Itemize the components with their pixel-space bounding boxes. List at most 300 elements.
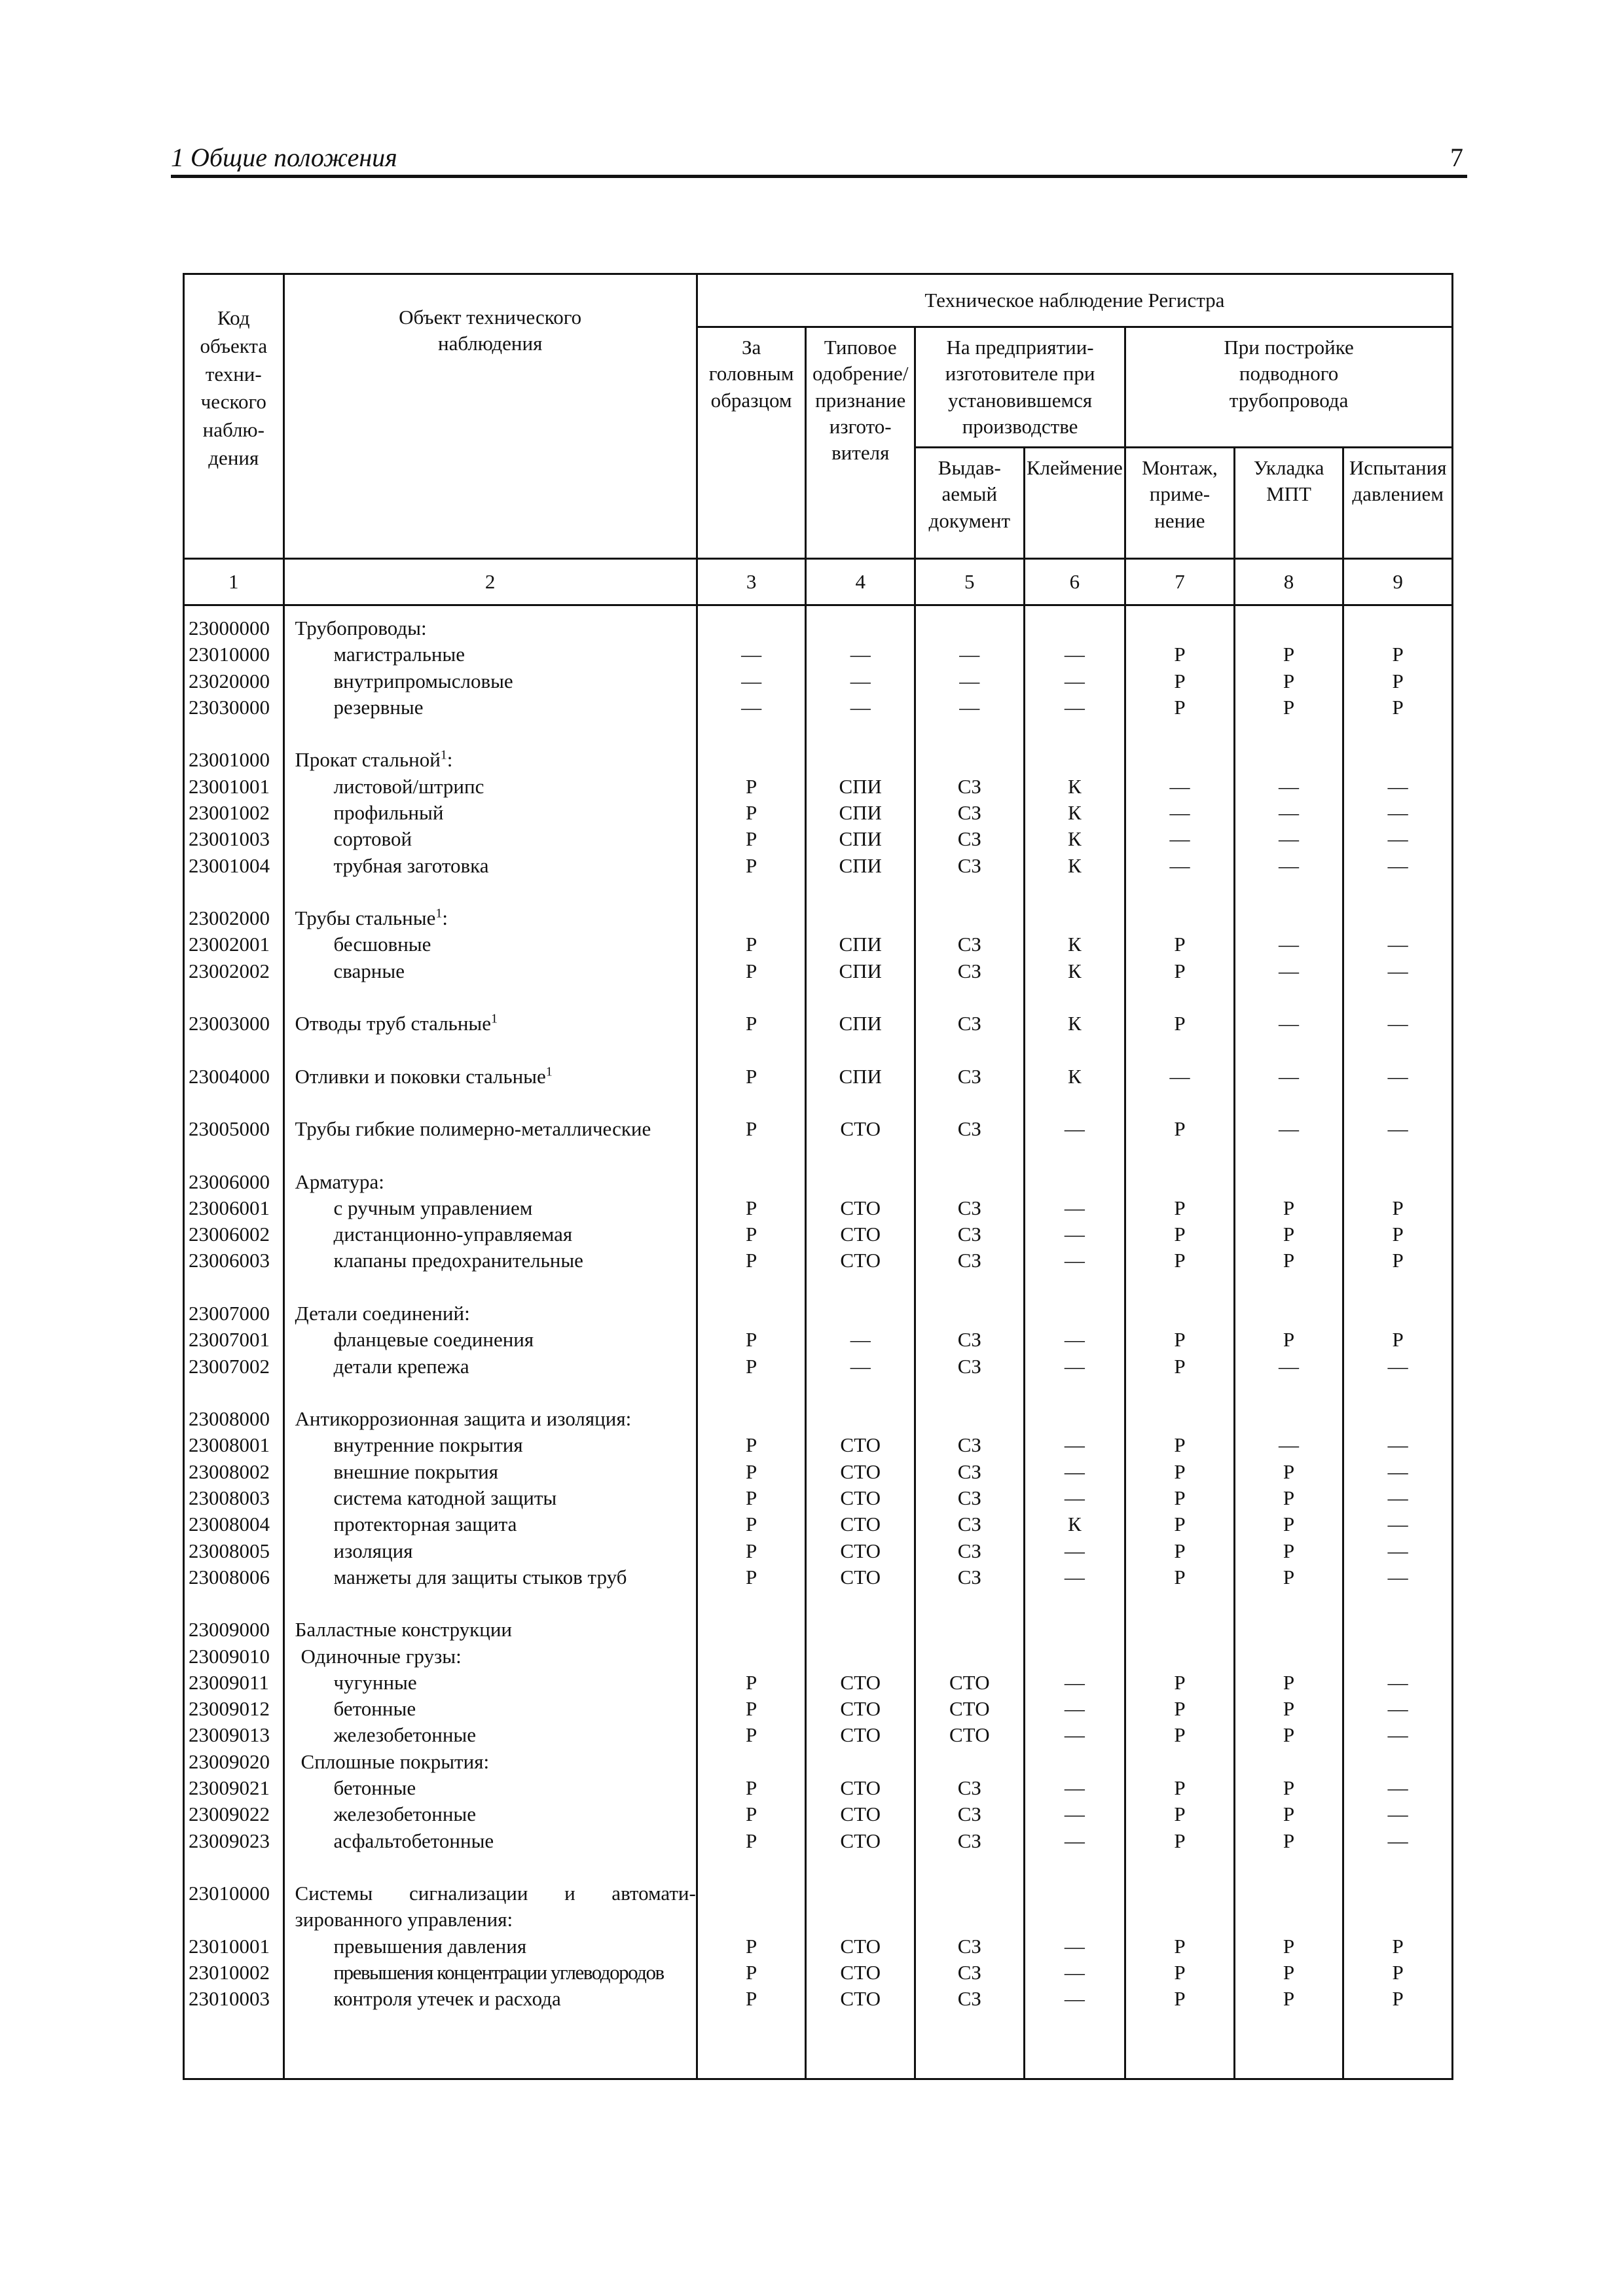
- column-number: 3: [697, 559, 806, 605]
- row-name-text: магистральные: [333, 643, 465, 666]
- cell-col8: [1234, 721, 1343, 747]
- cell-col4: [806, 1300, 915, 1327]
- cell-col3: [697, 1643, 806, 1670]
- header-col9: [1343, 448, 1453, 559]
- row-name: [283, 694, 697, 721]
- row-name: [283, 1538, 697, 1564]
- header-col3-line: головным: [708, 362, 794, 386]
- cell-col5: [915, 1090, 1025, 1116]
- cell-col3: [697, 1590, 806, 1617]
- cell-col8: [1234, 1854, 1343, 1880]
- row-name: [283, 958, 697, 984]
- header-col5-line: Выдав-: [938, 456, 1001, 479]
- row-name-text: контроля утечек и расхода: [333, 1987, 561, 2011]
- row-name-text: внутренние покрытия: [333, 1433, 523, 1457]
- cell-col8: Р: [1234, 668, 1343, 694]
- column-numbers-row: [184, 559, 1453, 605]
- cell-col4: СТО: [806, 1195, 915, 1221]
- spacer-row: [184, 1590, 1453, 1617]
- cell-col4: СТО: [806, 1511, 915, 1537]
- cell-col4: СТО: [806, 1986, 915, 2012]
- cell-col7: Р: [1125, 1247, 1235, 1274]
- cell-col6: [1024, 605, 1125, 642]
- row-code: 23000000: [184, 605, 284, 642]
- header-col4-line: изгото-: [829, 414, 892, 438]
- spacer-row: [184, 1380, 1453, 1406]
- row-code: 23001003: [184, 826, 284, 852]
- cell-col9: [1343, 1090, 1453, 1116]
- table-row: [184, 1880, 1453, 1907]
- cell-col3: [697, 1380, 806, 1406]
- header-col6: Клеймение: [1024, 448, 1125, 559]
- table-row: [184, 1354, 1453, 1380]
- row-name-text: Отводы труб стальные: [295, 1012, 491, 1035]
- cell-col4: [806, 984, 915, 1011]
- cell-col4: [806, 1880, 915, 1907]
- cell-col5: [915, 1907, 1025, 1933]
- cell-col6: [1024, 1406, 1125, 1432]
- cell-col6: —: [1024, 1801, 1125, 1827]
- cell-col5: —: [915, 641, 1025, 668]
- cell-col5: [915, 1300, 1025, 1327]
- header-col3: [697, 327, 806, 559]
- table-row: [184, 1247, 1453, 1274]
- cell-col5: [915, 905, 1025, 931]
- cell-col9: Р: [1343, 1933, 1453, 1960]
- cell-col6: —: [1024, 1221, 1125, 1247]
- cell-col3: Р: [697, 1116, 806, 1142]
- header-manufacturer-group-line: На предприятии-: [946, 336, 1094, 359]
- cell-col7: [1125, 1090, 1235, 1116]
- row-name: [283, 1670, 697, 1696]
- cell-col4: СТО: [806, 1116, 915, 1142]
- cell-col5: [915, 1037, 1025, 1063]
- cell-col6: К: [1024, 853, 1125, 879]
- cell-col6: [1024, 1880, 1125, 1907]
- cell-col8: Р: [1234, 1670, 1343, 1696]
- cell-col5: СЗ: [915, 1327, 1025, 1353]
- cell-col3: Р: [697, 1327, 806, 1353]
- row-code: 23007000: [184, 1300, 284, 1327]
- cell-col6: [1024, 747, 1125, 773]
- table-row: [184, 1406, 1453, 1432]
- filler-cell: [915, 2013, 1025, 2079]
- cell-col5: [915, 1643, 1025, 1670]
- cell-col8: [1234, 1274, 1343, 1300]
- cell-col3: [697, 1880, 806, 1907]
- cell-col5: [915, 721, 1025, 747]
- cell-col5: СЗ: [915, 1221, 1025, 1247]
- cell-col8: —: [1234, 931, 1343, 958]
- cell-col4: [806, 1907, 915, 1933]
- filler-cell: [283, 2013, 697, 2079]
- header-construction-group-line: подводного: [1239, 362, 1339, 386]
- cell-col9: [1343, 1380, 1453, 1406]
- cell-col3: —: [697, 641, 806, 668]
- cell-col6: [1024, 1169, 1125, 1195]
- cell-col9: —: [1343, 1722, 1453, 1748]
- row-name-text: Детали соединений:: [295, 1301, 470, 1325]
- row-name-text: Трубы гибкие полимерно-металлические: [295, 1117, 651, 1141]
- filler-cell: [697, 2013, 806, 2079]
- table-row: [184, 1617, 1453, 1643]
- row-name: [283, 1617, 697, 1643]
- row-name: [283, 1696, 697, 1722]
- cell-col3: Р: [697, 1511, 806, 1537]
- cell-col7: Р: [1125, 1354, 1235, 1380]
- header-object-line: наблюдения: [437, 332, 543, 355]
- cell-col9: —: [1343, 1459, 1453, 1485]
- cell-col6: —: [1024, 668, 1125, 694]
- cell-col6: [1024, 1142, 1125, 1168]
- row-name-text: превышения концентрации углеводородов: [333, 1961, 664, 1984]
- cell-col8: [1234, 984, 1343, 1011]
- cell-col4: [806, 605, 915, 642]
- cell-col7: [1125, 1880, 1235, 1907]
- row-name-text: детали крепежа: [333, 1354, 469, 1378]
- cell-col9: —: [1343, 1670, 1453, 1696]
- cell-col8: [1234, 1142, 1343, 1168]
- cell-col6: —: [1024, 1247, 1125, 1274]
- row-name: [283, 668, 697, 694]
- cell-col8: Р: [1234, 1511, 1343, 1537]
- cell-col4: СПИ: [806, 853, 915, 879]
- cell-col9: [1343, 1880, 1453, 1907]
- cell-col7: Р: [1125, 1722, 1235, 1748]
- row-name-text: железобетонные: [333, 1723, 477, 1747]
- row-name-text: с ручным управлением: [333, 1196, 533, 1219]
- cell-col6: К: [1024, 1064, 1125, 1090]
- cell-col7: Р: [1125, 668, 1235, 694]
- cell-col8: [1234, 1380, 1343, 1406]
- cell-col6: [1024, 1037, 1125, 1063]
- cell-col5: СЗ: [915, 1247, 1025, 1274]
- row-code: [184, 879, 284, 905]
- row-name: [283, 1169, 697, 1195]
- table-row: [184, 1485, 1453, 1511]
- row-name: [283, 1828, 697, 1854]
- row-name: [283, 1406, 697, 1432]
- cell-col7: —: [1125, 774, 1235, 800]
- cell-col5: СЗ: [915, 1775, 1025, 1801]
- row-name: [283, 984, 697, 1011]
- cell-col9: —: [1343, 1696, 1453, 1722]
- cell-col6: —: [1024, 1116, 1125, 1142]
- cell-col9: [1343, 1406, 1453, 1432]
- cell-col9: [1343, 1142, 1453, 1168]
- header-code-line: техни-: [205, 362, 262, 386]
- row-code: 23010001: [184, 1933, 284, 1960]
- header-manufacturer-group-line: установившемся: [947, 388, 1093, 412]
- cell-col4: СПИ: [806, 931, 915, 958]
- cell-col9: —: [1343, 1801, 1453, 1827]
- header-col7: [1125, 448, 1235, 559]
- cell-col6: —: [1024, 1485, 1125, 1511]
- table-row: [184, 1300, 1453, 1327]
- cell-col6: [1024, 1090, 1125, 1116]
- cell-col7: Р: [1125, 1485, 1235, 1511]
- cell-col9: [1343, 1907, 1453, 1933]
- cell-col4: СТО: [806, 1801, 915, 1827]
- cell-col9: Р: [1343, 1247, 1453, 1274]
- section-title: 1 Общие положения: [171, 143, 397, 172]
- row-code: 23004000: [184, 1064, 284, 1090]
- spacer-row: [184, 1090, 1453, 1116]
- table-row: [184, 1011, 1453, 1037]
- cell-col5: СЗ: [915, 1986, 1025, 2012]
- cell-col8: [1234, 1090, 1343, 1116]
- cell-col8: [1234, 879, 1343, 905]
- cell-col5: СЗ: [915, 1195, 1025, 1221]
- cell-col6: [1024, 1300, 1125, 1327]
- cell-col3: [697, 1142, 806, 1168]
- cell-col9: [1343, 1617, 1453, 1643]
- cell-col4: СТО: [806, 1960, 915, 1986]
- cell-col9: —: [1343, 1116, 1453, 1142]
- cell-col8: Р: [1234, 1538, 1343, 1564]
- row-name: [283, 1195, 697, 1221]
- cell-col5: СЗ: [915, 1485, 1025, 1511]
- cell-col5: [915, 1406, 1025, 1432]
- table-row: [184, 1670, 1453, 1696]
- row-name-text: Арматура:: [295, 1170, 384, 1193]
- table-row: [184, 747, 1453, 773]
- header-col4-line: одобрение/: [812, 362, 909, 386]
- row-code: [184, 1274, 284, 1300]
- cell-col8: Р: [1234, 1564, 1343, 1590]
- cell-col5: [915, 1749, 1025, 1775]
- header-code-line: дения: [208, 446, 259, 469]
- row-code: 23003000: [184, 1011, 284, 1037]
- cell-col7: [1125, 1169, 1235, 1195]
- cell-col9: —: [1343, 1564, 1453, 1590]
- row-name-text: система катодной защиты: [333, 1486, 557, 1509]
- table-row: [184, 1828, 1453, 1854]
- header-col4: [806, 327, 915, 559]
- header-rule: [171, 175, 1467, 178]
- cell-col5: —: [915, 694, 1025, 721]
- cell-col4: [806, 1749, 915, 1775]
- cell-col3: Р: [697, 1960, 806, 1986]
- cell-col9: —: [1343, 1485, 1453, 1511]
- row-name-text: Одиночные грузы:: [301, 1644, 462, 1668]
- header-object-line: Объект технического: [399, 306, 582, 329]
- cell-col9: [1343, 1643, 1453, 1670]
- row-name: [283, 1247, 697, 1274]
- cell-col3: [697, 1854, 806, 1880]
- row-name: [283, 1880, 697, 1907]
- row-name-text: бесшовные: [333, 933, 431, 956]
- table-row: [184, 1195, 1453, 1221]
- cell-col4: [806, 1406, 915, 1432]
- cell-col8: —: [1234, 800, 1343, 826]
- cell-col5: [915, 1380, 1025, 1406]
- row-name-text: дистанционно-управляемая: [333, 1223, 573, 1246]
- table-row: [184, 931, 1453, 958]
- cell-col3: [697, 1907, 806, 1933]
- cell-col4: [806, 1590, 915, 1617]
- column-number: 7: [1125, 559, 1235, 605]
- cell-col9: —: [1343, 1775, 1453, 1801]
- cell-col9: Р: [1343, 1960, 1453, 1986]
- cell-col3: Р: [697, 1828, 806, 1854]
- cell-col3: Р: [697, 1670, 806, 1696]
- cell-col5: СЗ: [915, 1511, 1025, 1537]
- row-name: [283, 1354, 697, 1380]
- cell-col8: —: [1234, 1011, 1343, 1037]
- cell-col3: Р: [697, 1195, 806, 1221]
- row-name-text: бетонные: [333, 1697, 416, 1721]
- table-row: [184, 1169, 1453, 1195]
- cell-col5: СТО: [915, 1670, 1025, 1696]
- row-name-text: сварные: [333, 959, 405, 982]
- row-name: [283, 1090, 697, 1116]
- cell-col6: —: [1024, 641, 1125, 668]
- spacer-row: [184, 1037, 1453, 1063]
- table-row: [184, 1327, 1453, 1353]
- row-name: [283, 1459, 697, 1485]
- cell-col8: —: [1234, 853, 1343, 879]
- cell-col7: Р: [1125, 1459, 1235, 1485]
- row-code: 23005000: [184, 1116, 284, 1142]
- cell-col6: К: [1024, 931, 1125, 958]
- cell-col5: [915, 1617, 1025, 1643]
- row-code: 23009013: [184, 1722, 284, 1748]
- cell-col6: [1024, 905, 1125, 931]
- header-col8-line: Укладка: [1253, 456, 1324, 479]
- cell-col6: К: [1024, 800, 1125, 826]
- table-row: [184, 1459, 1453, 1485]
- row-code: [184, 721, 284, 747]
- cell-col8: —: [1234, 826, 1343, 852]
- table-row: [184, 1907, 1453, 1933]
- cell-col6: К: [1024, 958, 1125, 984]
- row-code: 23007001: [184, 1327, 284, 1353]
- cell-col8: —: [1234, 1064, 1343, 1090]
- header-col5-line: документ: [928, 509, 1011, 532]
- cell-col5: СЗ: [915, 1801, 1025, 1827]
- cell-col8: Р: [1234, 1221, 1343, 1247]
- column-number: 6: [1024, 559, 1125, 605]
- cell-col6: —: [1024, 1933, 1125, 1960]
- row-name-text: Сплошные покрытия:: [301, 1749, 490, 1773]
- cell-col3: [697, 1749, 806, 1775]
- cell-col4: [806, 1643, 915, 1670]
- cell-col6: К: [1024, 1011, 1125, 1037]
- cell-col5: СЗ: [915, 1538, 1025, 1564]
- spacer-row: [184, 1274, 1453, 1300]
- cell-col6: —: [1024, 1195, 1125, 1221]
- cell-col8: —: [1234, 1354, 1343, 1380]
- header-col4-line: признание: [815, 388, 906, 412]
- row-name: [283, 800, 697, 826]
- cell-col7: [1125, 1300, 1235, 1327]
- table-row: [184, 826, 1453, 852]
- cell-col8: Р: [1234, 1696, 1343, 1722]
- cell-col3: [697, 747, 806, 773]
- row-code: 23008006: [184, 1564, 284, 1590]
- cell-col7: [1125, 984, 1235, 1011]
- row-name-text: Прокат стальной: [295, 748, 441, 772]
- cell-col4: [806, 747, 915, 773]
- cell-col7: Р: [1125, 1327, 1235, 1353]
- row-name: [283, 1485, 697, 1511]
- cell-col9: Р: [1343, 694, 1453, 721]
- row-code: 23009010: [184, 1643, 284, 1670]
- cell-col5: [915, 1142, 1025, 1168]
- cell-col7: [1125, 905, 1235, 931]
- table-row: [184, 1221, 1453, 1247]
- cell-col9: [1343, 1300, 1453, 1327]
- supervision-table: [183, 273, 1453, 2080]
- cell-col3: Р: [697, 1064, 806, 1090]
- cell-col4: СПИ: [806, 800, 915, 826]
- cell-col3: —: [697, 694, 806, 721]
- table-row: [184, 605, 1453, 642]
- cell-col4: СТО: [806, 1775, 915, 1801]
- cell-col3: Р: [697, 931, 806, 958]
- header-manufacturer-group: [915, 327, 1125, 448]
- row-name: [283, 1986, 697, 2012]
- header-col5-line: аемый: [941, 482, 998, 506]
- spacer-row: [184, 721, 1453, 747]
- row-name-text: фланцевые соединения: [333, 1328, 534, 1352]
- row-name: [283, 774, 697, 800]
- row-code: 23001000: [184, 747, 284, 773]
- row-code: 23010003: [184, 1986, 284, 2012]
- cell-col4: [806, 1617, 915, 1643]
- cell-col5: [915, 1590, 1025, 1617]
- cell-col8: [1234, 1037, 1343, 1063]
- header-construction-group-line: трубопровода: [1229, 388, 1349, 412]
- row-name-text: профильный: [333, 800, 444, 824]
- row-name: [283, 1432, 697, 1458]
- row-name-text: асфальтобетонные: [333, 1829, 494, 1852]
- row-name: [283, 931, 697, 958]
- cell-col3: [697, 1406, 806, 1432]
- cell-col7: Р: [1125, 958, 1235, 984]
- row-name-text: бетонные: [333, 1776, 416, 1800]
- cell-col8: Р: [1234, 1195, 1343, 1221]
- cell-col9: [1343, 1274, 1453, 1300]
- row-code: 23006000: [184, 1169, 284, 1195]
- cell-col3: [697, 721, 806, 747]
- cell-col4: СПИ: [806, 826, 915, 852]
- cell-col3: [697, 605, 806, 642]
- cell-col6: К: [1024, 1511, 1125, 1537]
- row-code: 23008003: [184, 1485, 284, 1511]
- row-code: 23008005: [184, 1538, 284, 1564]
- cell-col3: Р: [697, 1432, 806, 1458]
- cell-col7: [1125, 1749, 1235, 1775]
- column-number: 9: [1343, 559, 1453, 605]
- cell-col3: [697, 905, 806, 931]
- row-name-text: внутрипромысловые: [333, 669, 513, 692]
- cell-col3: Р: [697, 774, 806, 800]
- table-row: [184, 694, 1453, 721]
- cell-col8: Р: [1234, 1933, 1343, 1960]
- row-code: 23010000: [184, 641, 284, 668]
- row-name-text: Антикоррозионная защита и изоляция:: [295, 1407, 632, 1431]
- cell-col9: —: [1343, 1538, 1453, 1564]
- cell-col6: [1024, 879, 1125, 905]
- header-col3-line: За: [741, 336, 761, 359]
- header-manufacturer-group-line: производстве: [962, 414, 1078, 438]
- cell-col4: СТО: [806, 1459, 915, 1485]
- cell-col5: [915, 747, 1025, 773]
- cell-col3: Р: [697, 800, 806, 826]
- table-row: [184, 1775, 1453, 1801]
